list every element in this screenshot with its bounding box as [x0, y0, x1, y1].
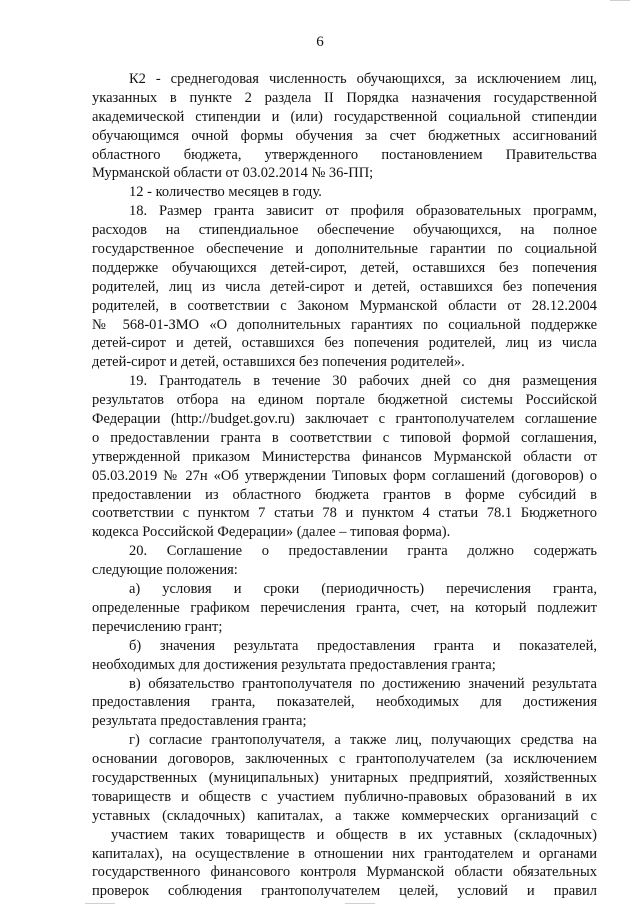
- text-line: утвержденной приказом Министерства финансов Мурманской области от: [92, 448, 597, 465]
- text-line: участием таких товариществ и обществ в их уставных (складочных): [111, 826, 597, 843]
- text-line: капиталах), на осуществление в отношении них грантодателем и органами: [92, 845, 597, 862]
- text-line: 20. Соглашение о предоставлении гранта должно содержать: [129, 543, 597, 560]
- text-line: Федерации (http://budget.gov.ru) заключает с грантополучателем соглашение: [92, 411, 597, 428]
- page-edge-mark: [345, 903, 375, 904]
- text-line: областного бюджета, утвержденного постановлением Правительства: [92, 146, 597, 163]
- text-line: предоставлении из областного бюджета грантов в форме субсидий в: [92, 486, 597, 503]
- page-number: 6: [316, 34, 324, 50]
- text-line: 18. Размер гранта зависит от профиля образовательных программ,: [129, 203, 597, 220]
- text-line: 05.03.2019 № 27н «Об утверждении Типовых форм соглашений (договоров) о: [92, 467, 597, 484]
- text-line: основании договоров, заключенных с грантополучателем (за исключением: [92, 751, 597, 768]
- document-body: [92, 70, 597, 901]
- text-line: № 568-01-ЗМО «О дополнительных гарантиях по социальной поддержке: [92, 316, 597, 333]
- text-line: 12 - количество месяцев в году.: [129, 184, 322, 201]
- text-line: 19. Грантодатель в течение 30 рабочих дней со дня размещения: [129, 373, 597, 390]
- text-line: следующие положения:: [92, 562, 238, 579]
- page-edge-mark: [85, 903, 115, 904]
- text-line: детей-сирот и детей, оставшихся без попечения родителей, лиц из числа: [92, 335, 597, 352]
- text-line: государственного финансового контроля Мурманской области обязательных: [92, 864, 597, 881]
- text-line: поддержке обучающихся детей-сирот, детей, оставшихся без попечения: [92, 259, 597, 276]
- text-line: перечислению грант;: [92, 618, 223, 635]
- page-edge-mark: [610, 0, 630, 1]
- text-line: соответствии с пунктом 7 статьи 78 и пунктом 4 статьи 78.1 Бюджетного: [92, 505, 597, 522]
- text-line: о предоставлении гранта в соответствии с типовой формой соглашения,: [92, 429, 597, 446]
- text-line: результатов отбора на едином портале бюджетной системы Российской: [92, 392, 597, 409]
- text-line: обучающимся очной формы обучения за счет бюджетных ассигнований: [92, 127, 597, 144]
- text-line: детей-сирот и детей, оставшихся без попечения родителей».: [92, 354, 465, 371]
- text-line: академической стипендии и (или) государственной социальной стипендии: [92, 108, 597, 125]
- text-line: необходимых для достижения результата предоставления гранта;: [92, 656, 496, 673]
- text-line: результата предоставления гранта;: [92, 713, 307, 730]
- text-line: расходов на стипендиальное обеспечение обучающихся, на полное: [92, 222, 597, 239]
- text-line: проверок соблюдения грантополучателем целей, условий и правил: [92, 883, 597, 900]
- text-line: г) согласие грантополучателя, а также лиц, получающих средства на: [129, 732, 597, 749]
- text-line: К2 - среднегодовая численность обучающихся, за исключением лиц,: [129, 71, 597, 87]
- text-line: определенные графиком перечисления гранта, счет, на который подлежит: [92, 599, 597, 616]
- text-line: кодекса Российской Федерации» (далее – типовая форма).: [92, 524, 451, 541]
- text-line: а) условия и сроки (периодичность) перечисления гранта,: [129, 581, 597, 598]
- text-line: Мурманской области от 03.02.2014 № 36-ПП;: [92, 165, 374, 182]
- text-line: предоставления гранта, показателей, необходимых для достижения: [92, 694, 597, 711]
- text-line: товариществ и обществ с участием публично-правовых образований в их: [92, 788, 597, 805]
- text-line: указанных в пункте 2 раздела II Порядка назначения государственной: [92, 89, 597, 106]
- text-line: в) обязательство грантополучателя по достижению значений результата: [129, 675, 597, 692]
- text-line: б) значения результата предоставления гранта и показателей,: [129, 637, 597, 654]
- text-line: родителей, в соответствии с Законом Мурманской области от 28.12.2004: [92, 297, 597, 314]
- text-line: государственных (муниципальных) унитарных предприятий, хозяйственных: [92, 769, 597, 786]
- text-line: государственное обеспечение и дополнительные гарантии по социальной: [92, 241, 597, 258]
- text-line: уставных (складочных) капиталах, а также коммерческих организаций с: [92, 807, 597, 824]
- text-line: родителей, лиц из числа детей-сирот и детей, оставшихся без попечения: [92, 278, 597, 295]
